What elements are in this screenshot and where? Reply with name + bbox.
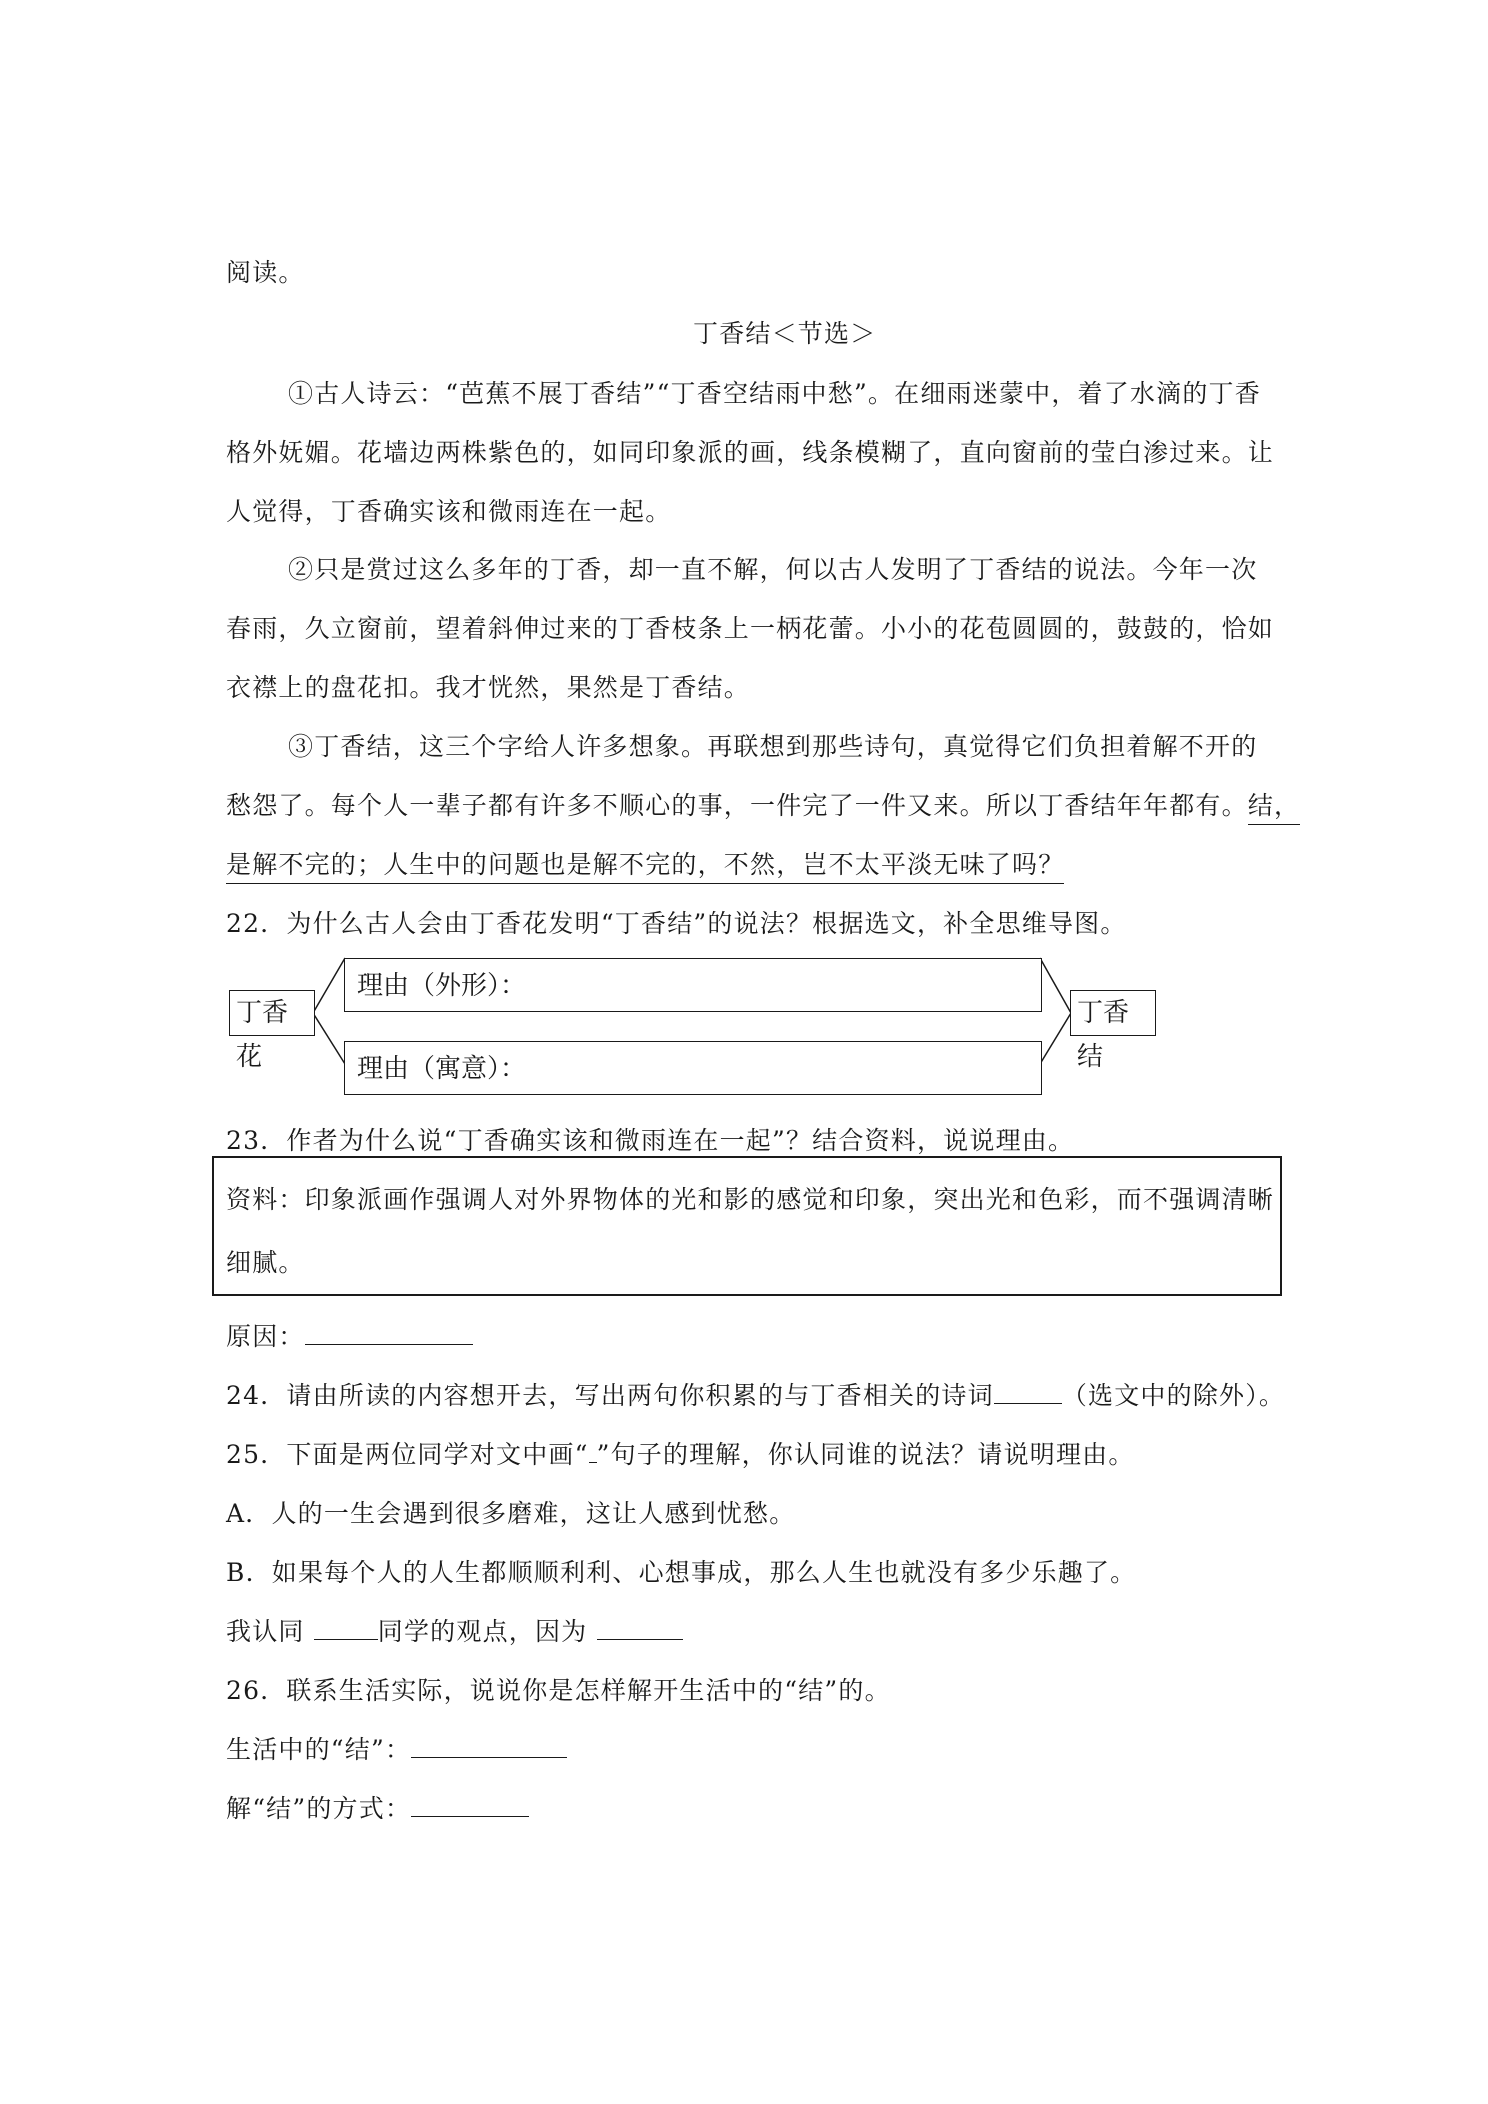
q26-knot-blank[interactable] — [411, 1733, 567, 1758]
q26-method-row — [226, 1789, 529, 1825]
q24-text: 24．请由所读的内容想开去，写出两句你积累的与丁香相关的诗词 — [226, 1381, 994, 1410]
q25-option-b: B．如果每个人的人生都顺顺利利、心想事成，那么人生也就没有多少乐趣了。 — [226, 1558, 1137, 1587]
q25-option-a: A．人的一生会遇到很多磨难，这让人感到忧愁。 — [226, 1499, 796, 1528]
info-line2: 细腻。 — [226, 1248, 305, 1277]
q26-method-label: 解“结”的方式： — [226, 1794, 412, 1823]
connector-left-bottom — [313, 1013, 345, 1064]
q26-method-blank[interactable] — [411, 1792, 529, 1817]
q25-answer-row — [226, 1612, 683, 1648]
passage-p3-line2-text: 愁怨了。每个人一辈子都有许多不顺心的事，一件完了一件又来。所以丁香结年年都有。 — [226, 791, 1248, 820]
q23-answer-label: 原因： — [226, 1322, 305, 1351]
passage-p1-line1: ①古人诗云：“芭蕉不展丁香结”“丁香空结雨中愁”。在细雨迷蒙中，着了水滴的丁香 — [288, 379, 1261, 408]
passage-p2-line2: 春雨，久立窗前，望着斜伸过来的丁香枝条上一柄花蕾。小小的花苞圆圆的，鼓鼓的，恰如 — [226, 614, 1275, 643]
q25-agree-label: 我认同 — [226, 1617, 305, 1646]
connector-right-top — [1040, 958, 1071, 1013]
mindmap-node-lilac-knot: 丁香结 — [1070, 990, 1156, 1036]
passage-p1-line3: 人觉得，丁香确实该和微雨连在一起。 — [226, 497, 672, 526]
q26-knot-row — [226, 1730, 567, 1766]
q26-knot-label: 生活中的“结”： — [226, 1735, 412, 1764]
passage-p3-line1: ③丁香结，这三个字给人许多想象。再联想到那些诗句，真觉得它们负担着解不开的 — [288, 732, 1258, 761]
q25-because-label: 同学的观点，因为 — [377, 1617, 588, 1646]
underlined-sentence-start: 结， — [1248, 791, 1300, 825]
q25-text-tail: ”句子的理解，你认同谁的说法？请说明理由。 — [596, 1440, 1135, 1469]
info-box — [212, 1156, 1282, 1296]
q25-text: 25．下面是两位同学对文中画“ — [226, 1440, 589, 1469]
reason-shape-box[interactable]: 理由（外形）： — [344, 958, 1042, 1012]
q25-student-blank[interactable] — [314, 1615, 378, 1640]
q24-text-tail: （选文中的除外）。 — [1061, 1381, 1286, 1410]
info-line1: 资料：印象派画作强调人对外界物体的光和影的感觉和印象，突出光和色彩，而不强调清晰 — [226, 1185, 1275, 1214]
reason-meaning-box[interactable]: 理由（寓意）： — [344, 1041, 1042, 1095]
q25-row — [226, 1435, 1135, 1471]
q23-answer-blank[interactable] — [305, 1320, 473, 1345]
q25-reason-blank[interactable] — [597, 1615, 683, 1640]
q23-answer-row — [226, 1317, 473, 1353]
passage-p2-line3: 衣襟上的盘花扣。我才恍然，果然是丁香结。 — [226, 673, 751, 702]
connector-right-bottom — [1040, 1013, 1071, 1064]
q24-row — [226, 1376, 1285, 1412]
connector-left-top — [313, 958, 345, 1013]
passage-p2-line1: ②只是赏过这么多年的丁香，却一直不解，何以古人发明了丁香结的说法。今年一次 — [288, 555, 1258, 584]
mindmap-node-lilac-flower: 丁香花 — [229, 990, 315, 1036]
q22-text: 22．为什么古人会由丁香花发明“丁香结”的说法？根据选文，补全思维导图。 — [226, 909, 1127, 938]
q26-text: 26．联系生活实际，说说你是怎样解开生活中的“结”的。 — [226, 1676, 891, 1705]
q23-text: 23．作者为什么说“丁香确实该和微雨连在一起”？结合资料，说说理由。 — [226, 1126, 1075, 1155]
intro-text: 阅读。 — [226, 258, 305, 287]
q25-underline-mark — [589, 1438, 597, 1463]
underlined-sentence: 是解不完的；人生中的问题也是解不完的，不然，岂不太平淡无味了吗？ — [226, 850, 1064, 884]
passage-title: 丁香结＜节选＞ — [693, 319, 877, 348]
q24-answer-blank[interactable] — [994, 1379, 1062, 1404]
passage-p1-line2: 格外妩媚。花墙边两株紫色的，如同印象派的画，线条模糊了，直向窗前的莹白渗过来。让 — [226, 438, 1275, 467]
